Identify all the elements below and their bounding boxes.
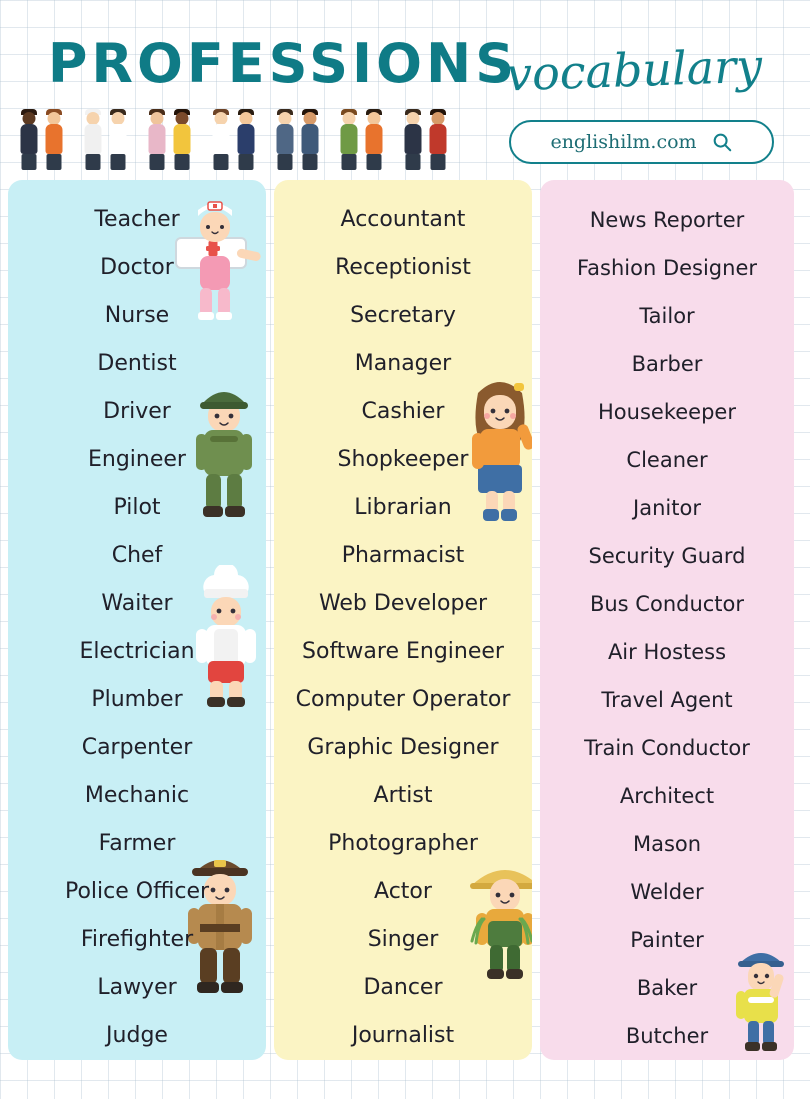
person-farmer-icon (338, 112, 359, 170)
vocabulary-column-2 (274, 180, 532, 1060)
vocabulary-word: Barber (631, 352, 703, 376)
website-badge[interactable] (509, 120, 774, 164)
vocabulary-word: Doctor (100, 255, 174, 280)
vocabulary-word: Web Developer (318, 591, 488, 616)
page-header (0, 32, 810, 102)
person-mechanic-icon (299, 112, 320, 170)
vocabulary-word: Architect (619, 784, 715, 808)
vocabulary-word: Singer (367, 927, 439, 952)
vocabulary-word: Judge (106, 1023, 168, 1048)
vocabulary-word: Dentist (97, 351, 177, 376)
vocabulary-word: Nurse (104, 303, 170, 328)
vocabulary-columns (8, 180, 802, 1060)
person-police-icon (235, 112, 256, 170)
person-doctor-icon (107, 112, 128, 170)
vocabulary-word: Receptionist (335, 255, 471, 280)
vocabulary-word: Photographer (328, 831, 478, 856)
page-title (0, 32, 810, 102)
vocabulary-word: Graphic Designer (307, 735, 499, 760)
person-nurse-icon (146, 112, 167, 170)
vocabulary-word: Shopkeeper (337, 447, 469, 472)
person-waiter-icon (363, 112, 384, 170)
vocabulary-word: Travel Agent (601, 688, 733, 712)
person-pilot-icon (18, 112, 39, 170)
vocabulary-word: Pilot (113, 495, 161, 520)
vocabulary-word: Mason (632, 832, 702, 856)
vocabulary-word: Chef (111, 543, 163, 568)
vocabulary-word: Train Conductor (584, 736, 750, 760)
vocabulary-word: Housekeeper (598, 400, 736, 424)
vocabulary-word: Security Guard (588, 544, 746, 568)
vocabulary-word: Fashion Designer (577, 256, 757, 280)
vocabulary-word: Teacher (94, 207, 180, 232)
vocabulary-word: Manager (354, 351, 452, 376)
vocabulary-word: Waiter (101, 591, 173, 616)
vocabulary-word: Driver (103, 399, 171, 424)
person-driver-icon (427, 112, 448, 170)
website-url: englishilm.com (550, 131, 697, 153)
vocabulary-word: Engineer (88, 447, 186, 472)
vocabulary-word: Software Engineer (302, 639, 504, 664)
vocabulary-word: Secretary (350, 303, 456, 328)
person-firefighter-icon (43, 112, 64, 170)
vocabulary-column-1 (8, 180, 266, 1060)
vocabulary-word: Pharmacist (341, 543, 465, 568)
vocabulary-column-3 (540, 180, 794, 1060)
vocabulary-word: Carpenter (81, 735, 193, 760)
vocabulary-word: Butcher (625, 1024, 709, 1048)
vocabulary-word: Mechanic (84, 783, 190, 808)
vocabulary-word: Firefighter (80, 927, 194, 952)
vocabulary-word: Computer Operator (295, 687, 511, 712)
vocabulary-word: Cleaner (626, 448, 708, 472)
search-icon[interactable] (711, 131, 733, 153)
vocabulary-word: Dancer (363, 975, 443, 1000)
vocabulary-word: Farmer (98, 831, 176, 856)
person-engineer-icon (171, 112, 192, 170)
vocabulary-word: News Reporter (589, 208, 745, 232)
title-script: vocabulary (505, 38, 764, 102)
vocabulary-word: Electrician (79, 639, 195, 664)
person-chef-icon (82, 112, 103, 170)
vocabulary-word: Tailor (639, 304, 695, 328)
vocabulary-word: Painter (630, 928, 704, 952)
person-scientist-icon (210, 112, 231, 170)
vocabulary-word: Journalist (351, 1023, 455, 1048)
vocabulary-word: Welder (630, 880, 704, 904)
person-judge-icon (402, 112, 423, 170)
vocabulary-word: Lawyer (97, 975, 177, 1000)
title-main: PROFESSIONS (47, 32, 519, 95)
vocabulary-word: Plumber (91, 687, 183, 712)
vocabulary-word: Artist (373, 783, 433, 808)
vocabulary-word: Bus Conductor (589, 592, 745, 616)
vocabulary-word: Janitor (633, 496, 701, 520)
vocabulary-word: Accountant (340, 207, 466, 232)
vocabulary-word: Air Hostess (607, 640, 727, 664)
vocabulary-word: Baker (636, 976, 698, 1000)
vocabulary-word: Librarian (354, 495, 452, 520)
vocabulary-word: Actor (374, 879, 432, 904)
people-illustration-strip (18, 108, 473, 170)
person-teacher-icon (274, 112, 295, 170)
vocabulary-word: Cashier (361, 399, 445, 424)
vocabulary-word: Police Officer (64, 879, 210, 904)
